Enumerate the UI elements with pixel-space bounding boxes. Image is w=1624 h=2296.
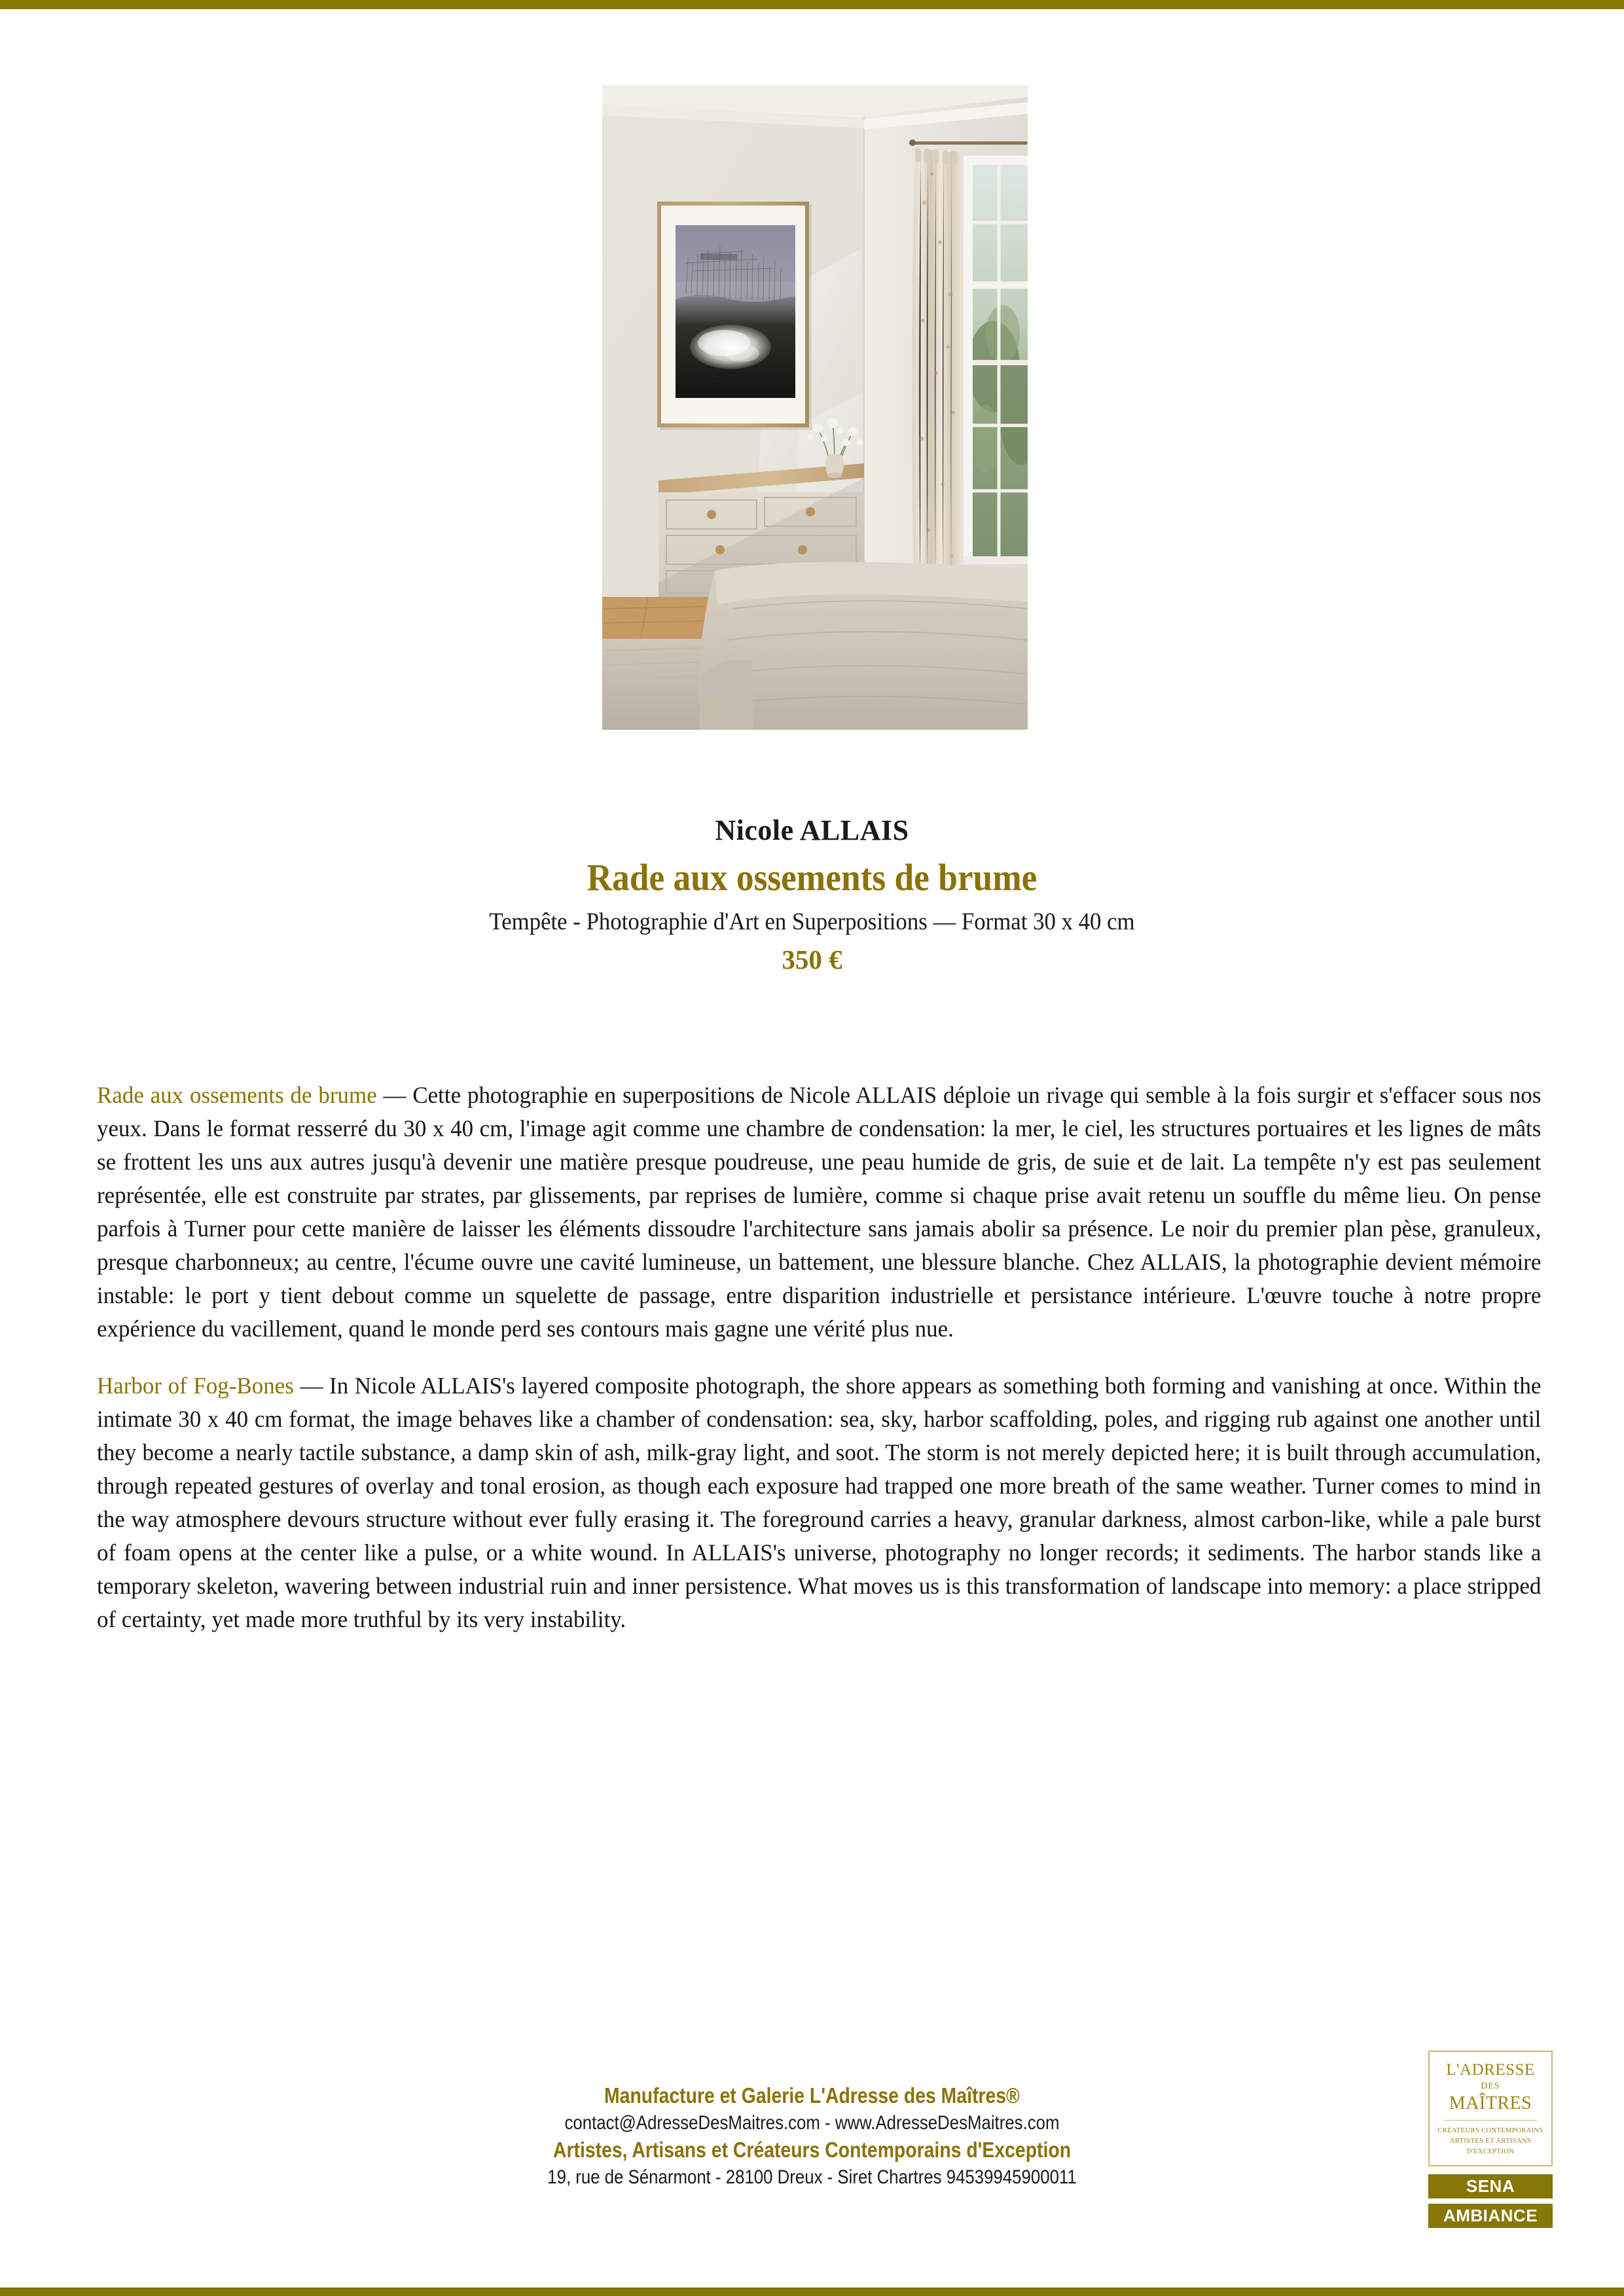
footer-contact[interactable]: contact@AdresseDesMaitres.com - www.AdresseDesMaitres.com: [564, 2111, 1060, 2134]
description-lead-term-fr: Rade aux ossements de brume: [97, 1082, 377, 1108]
artwork-price: 350 €: [782, 944, 842, 975]
window-and-curtain: [909, 139, 1028, 609]
badge-ambiance: AMBIANCE: [1428, 2204, 1553, 2228]
description-body-fr: Cette photographie en superpositions de Nicole ALLAIS déploie un rivage qui semble à la fois surgir et s'effacer sous nos yeux. Dans le format resserré du 30 x 40 cm, l'image agit comme une chambre de condensation: la mer, le ciel, les structures portuaires et les lignes de mâts se frottent les uns aux autres jusqu'à devenir une matière presque poudreuse, une peau humide de gris, de suie et de lait. La tempête n'y est pas seulement représentée, elle est construite par strates, par glissements, par reprises de lumière, comme si chaque prise avait retenu un souffle du même lieu. On pense parfois à Turner pour cette manière de laisser les éléments dissoudre l'architecture sans jamais abolir sa présence. Le noir du premier plan pèse, granuleux, presque charbonneux; au centre, l'écume ouvre une cavité lumineuse, un battement, une blessure blanche. Chez ALLAIS, la photographie devient mémoire instable: le port y tient debout comme un squelette de passage, entre disparition industrielle et persistance intérieure. L'œuvre touche à notre propre expérience du vacillement, quand le monde perd ses contours mais gagne une vérité plus nue.: [97, 1082, 1542, 1342]
logo-line-des: DES: [1481, 2081, 1500, 2091]
logo-subtitle-3: D'EXCEPTION: [1466, 2148, 1515, 2156]
footer-address: 19, rue de Sénarmont - 28100 Dreux - Siret Chartres 94539945900011: [547, 2166, 1077, 2188]
logo-line-maitres: MAÎTRES: [1449, 2092, 1532, 2113]
artwork-room-photo: [602, 85, 1028, 730]
logo-divider: [1444, 2120, 1538, 2121]
logo-line-adresse: L'ADRESSE: [1446, 2061, 1535, 2079]
bottom-gold-rule: [0, 2287, 1624, 2296]
description-lead-term-en: Harbor of Fog-Bones: [97, 1372, 294, 1399]
top-gold-rule: [0, 0, 1624, 9]
artwork-description: [97, 1079, 1563, 1636]
logo-subtitle-2: ARTISTES ET ARTISANS: [1449, 2137, 1532, 2145]
badge-sena: SENA: [1428, 2174, 1553, 2198]
adresse-des-maitres-logo: [1428, 2051, 1553, 2166]
artist-name: Nicole ALLAIS: [715, 814, 909, 846]
framed-picture: [657, 202, 812, 430]
room-scene-illustration: [602, 85, 1028, 730]
footer-company-name: Manufacture et Galerie L'Adresse des Maîtres®: [604, 2083, 1020, 2108]
description-body-en: In Nicole ALLAIS's layered composite photograph, the shore appears as something both forming and vanishing at once. Within the intimate 30 x 40 cm format, the image behaves like a chamber of condensation: sea, sky, harbor scaffolding, poles, and rigging rub against one another until they become a nearly tactile substance, a damp skin of ash, milk-gray light, and soot. The storm is not merely depicted here; it is built through accumulation, through repeated gestures of overlay and tonal erosion, as though each exposure had trapped one more breath of the same weather. Turner comes to mind in the way atmosphere devours structure without ever fully erasing it. The foreground carries a heavy, granular darkness, almost carbon-like, while a pale burst of foam opens at the center like a pulse, or a white wound. In ALLAIS's universe, photography no longer records; it sediments. The harbor stands like a temporary skeleton, wavering between industrial ruin and inner persistence. What moves us is this transformation of landscape into memory: a place stripped of certainty, yet made more truthful by its very instability.: [97, 1372, 1542, 1632]
page-footer: [0, 2081, 1624, 2190]
artwork-title: Rade aux ossements de brume: [586, 856, 1038, 899]
description-paragraph-en: [97, 1369, 1541, 1636]
footer-tagline: Artistes, Artisans et Créateurs Contemporains d'Exception: [552, 2138, 1072, 2162]
description-separator-fr: —: [376, 1082, 413, 1108]
artwork-title-block: [0, 815, 1624, 975]
description-separator-en: —: [293, 1372, 330, 1399]
brand-logo-cluster: [1428, 2051, 1553, 2228]
description-paragraph-fr: [97, 1079, 1541, 1346]
artwork-subtitle: Tempête - Photographie d'Art en Superpositions — Format 30 x 40 cm: [489, 908, 1135, 936]
logo-subtitle-1: CRÉATEURS CONTEMPORAINS: [1437, 2126, 1543, 2134]
